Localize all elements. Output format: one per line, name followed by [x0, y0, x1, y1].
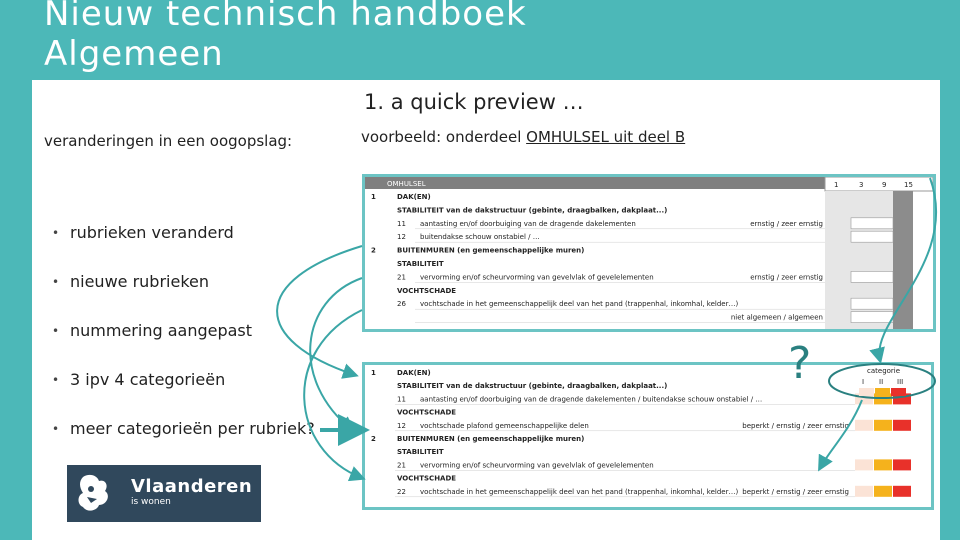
category-label: categorie: [867, 367, 901, 375]
new-row-rating: beperkt / ernstig / zeer ernstig: [742, 421, 849, 430]
bullet-item: [52, 367, 315, 416]
old-col-header: 15: [904, 181, 913, 189]
old-row-rating: ernstig / zeer ernstig: [750, 273, 823, 282]
bullet-item: [52, 318, 315, 367]
new-row-number: 12: [397, 421, 406, 430]
old-col-header: 9: [882, 181, 887, 189]
old-table-drawing: [365, 177, 933, 329]
new-row-category-cell: [893, 420, 911, 431]
old-row-cells: [851, 312, 893, 323]
vlaanderen-logo: [67, 465, 261, 522]
bullet-text: nummering aangepast: [70, 321, 253, 340]
new-row-category-cell: [855, 486, 873, 497]
old-row-text: vochtschade in het gemeenschappelijk deel van het pand (trappenhal, inkomhal, kelder…): [420, 300, 739, 309]
old-table-row: [397, 260, 444, 268]
old-table-row: [397, 218, 893, 229]
new-row-category-cell: [893, 486, 911, 497]
new-table-row: [371, 369, 431, 377]
new-row-category-cell: [855, 459, 873, 470]
bullet-text: 3 ipv 4 categorieën: [70, 370, 226, 389]
bullet-dot: •: [52, 275, 60, 289]
new-row-text: vochtschade plafond gemeenschappelijke delen: [420, 421, 589, 430]
bullet-text: nieuwe rubrieken: [70, 272, 210, 291]
category-swatch-red: [891, 388, 906, 396]
category-col: I: [862, 378, 865, 386]
old-table-row: [397, 271, 893, 282]
slide-title: [44, 0, 527, 74]
new-row-number: 21: [397, 461, 406, 470]
old-row-number: 1: [371, 193, 376, 201]
new-row-text: vervorming en/of scheurvorming van gevelvlak of gevelelementen: [420, 461, 654, 470]
left-band: [0, 0, 32, 540]
category-col: II: [879, 378, 884, 386]
old-table-row: [397, 231, 893, 242]
new-row-text: STABILITEIT van de dakstructuur (gebinte, draagbalken, dakplaat...): [397, 382, 668, 391]
old-table-header: OMHULSEL: [387, 180, 426, 188]
new-row-category-cell: [874, 459, 892, 470]
old-row-cells: [851, 298, 893, 309]
new-row-text: vochtschade in het gemeenschappelijk deel van het pand (trappenhal, inkomhal, kelder…): [420, 487, 739, 496]
new-row-text: VOCHTSCHADE: [397, 408, 457, 417]
lion-icon: [75, 471, 115, 515]
example-link: OMHULSEL uit deel B: [526, 128, 686, 146]
new-row-text: VOCHTSCHADE: [397, 474, 457, 483]
arrow-new-rubrics: [310, 278, 362, 430]
old-grey-column: [893, 191, 913, 329]
new-table-row: [397, 475, 456, 483]
bullet-list: [52, 220, 315, 465]
old-row-number: 12: [397, 233, 406, 242]
old-row-number: 11: [397, 219, 406, 228]
old-row-text: DAK(EN): [397, 193, 431, 201]
new-table-row: [397, 382, 667, 390]
question-mark: ?: [788, 338, 812, 389]
old-row-text: STABILITEIT van de dakstructuur (gebinte, draagbalken, dakplaat...): [397, 206, 668, 215]
new-row-category-cell: [893, 459, 911, 470]
example-text: [361, 128, 685, 146]
old-table-row: [397, 298, 893, 309]
new-row-text: BUITENMUREN (en gemeenschappelijke muren): [397, 435, 585, 443]
lead-text: veranderingen in een oogopslag:: [44, 132, 293, 150]
old-row-rating: niet algemeen / algemeen: [730, 313, 823, 322]
new-row-category-cell: [855, 420, 873, 431]
title-line-1: Nieuw technisch handboek: [44, 0, 527, 34]
title-line-2: Algemeen: [44, 34, 224, 74]
old-omhulsel-table: [362, 174, 936, 332]
bullet-item: [52, 416, 315, 465]
old-row-cells: [851, 231, 893, 242]
new-row-number: 22: [397, 487, 406, 496]
old-col-header-box: [825, 177, 933, 191]
old-col-header: 3: [859, 181, 864, 189]
new-row-category-cell: [874, 486, 892, 497]
new-row-category-cell: [874, 420, 892, 431]
old-row-cells: [851, 271, 893, 282]
old-table-row: [415, 312, 893, 323]
new-table-row: [397, 448, 444, 456]
example-prefix: voorbeeld: onderdeel: [361, 128, 527, 146]
category-swatch-orange: [875, 388, 890, 396]
category-badge: [827, 362, 937, 400]
old-table-row: [397, 287, 456, 295]
bullet-item: [52, 220, 315, 269]
bullet-text: rubrieken veranderd: [70, 223, 234, 242]
old-row-text: STABILITEIT: [397, 260, 444, 268]
new-table-row: [395, 420, 911, 431]
old-row-number: 21: [397, 273, 406, 282]
category-badge-drawing: [827, 362, 937, 400]
bullet-item: [52, 269, 315, 318]
new-table-row: [395, 459, 911, 470]
old-row-text: buitendakse schouw onstabiel / …: [420, 233, 540, 242]
old-row-text: aantasting en/of doorbuiging van de dragende dakelementen: [420, 219, 636, 228]
old-row-number: 2: [371, 246, 376, 255]
new-table-row: [371, 435, 584, 443]
old-table-row: [371, 247, 584, 255]
old-row-text: VOCHTSCHADE: [397, 286, 457, 295]
old-table-col-headers: [825, 177, 933, 191]
logo-subtitle: is wonen: [131, 497, 171, 507]
bullet-dot: •: [52, 422, 60, 436]
old-row-text: BUITENMUREN (en gemeenschappelijke muren): [397, 246, 585, 255]
new-row-rating: beperkt / ernstig / zeer ernstig: [742, 487, 849, 496]
right-band: [940, 0, 960, 540]
new-row-text: DAK(EN): [397, 369, 431, 377]
old-row-text: vervorming en/of scheurvorming van gevelvlak of gevelelementen: [420, 273, 654, 282]
category-col: III: [897, 378, 904, 386]
bullet-text: meer categorieën per rubriek?: [70, 419, 315, 438]
old-table-row: [397, 206, 667, 214]
new-row-number: 2: [371, 435, 376, 443]
old-col-header: 1: [834, 181, 839, 189]
new-table-row: [395, 486, 911, 497]
category-swatch-light: [859, 388, 874, 396]
new-row-text: STABILITEIT: [397, 448, 444, 457]
bullet-dot: •: [52, 373, 60, 387]
bullet-dot: •: [52, 226, 60, 240]
old-row-rating: ernstig / zeer ernstig: [750, 219, 823, 228]
logo-name: Vlaanderen: [131, 476, 253, 497]
old-row-number: 26: [397, 300, 406, 309]
old-row-cells: [851, 218, 893, 229]
slide-subtitle: 1. a quick preview …: [364, 90, 584, 114]
bullet-dot: •: [52, 324, 60, 338]
old-table-row: [371, 193, 431, 201]
new-row-number: 11: [397, 395, 406, 404]
new-row-number: 1: [371, 369, 376, 377]
new-row-text: aantasting en/of doorbuiging van de dragende dakelementen / buitendakse schouw onstabiel / …: [420, 395, 763, 404]
old-table-rows: [371, 193, 893, 323]
new-table-row: [397, 409, 456, 417]
